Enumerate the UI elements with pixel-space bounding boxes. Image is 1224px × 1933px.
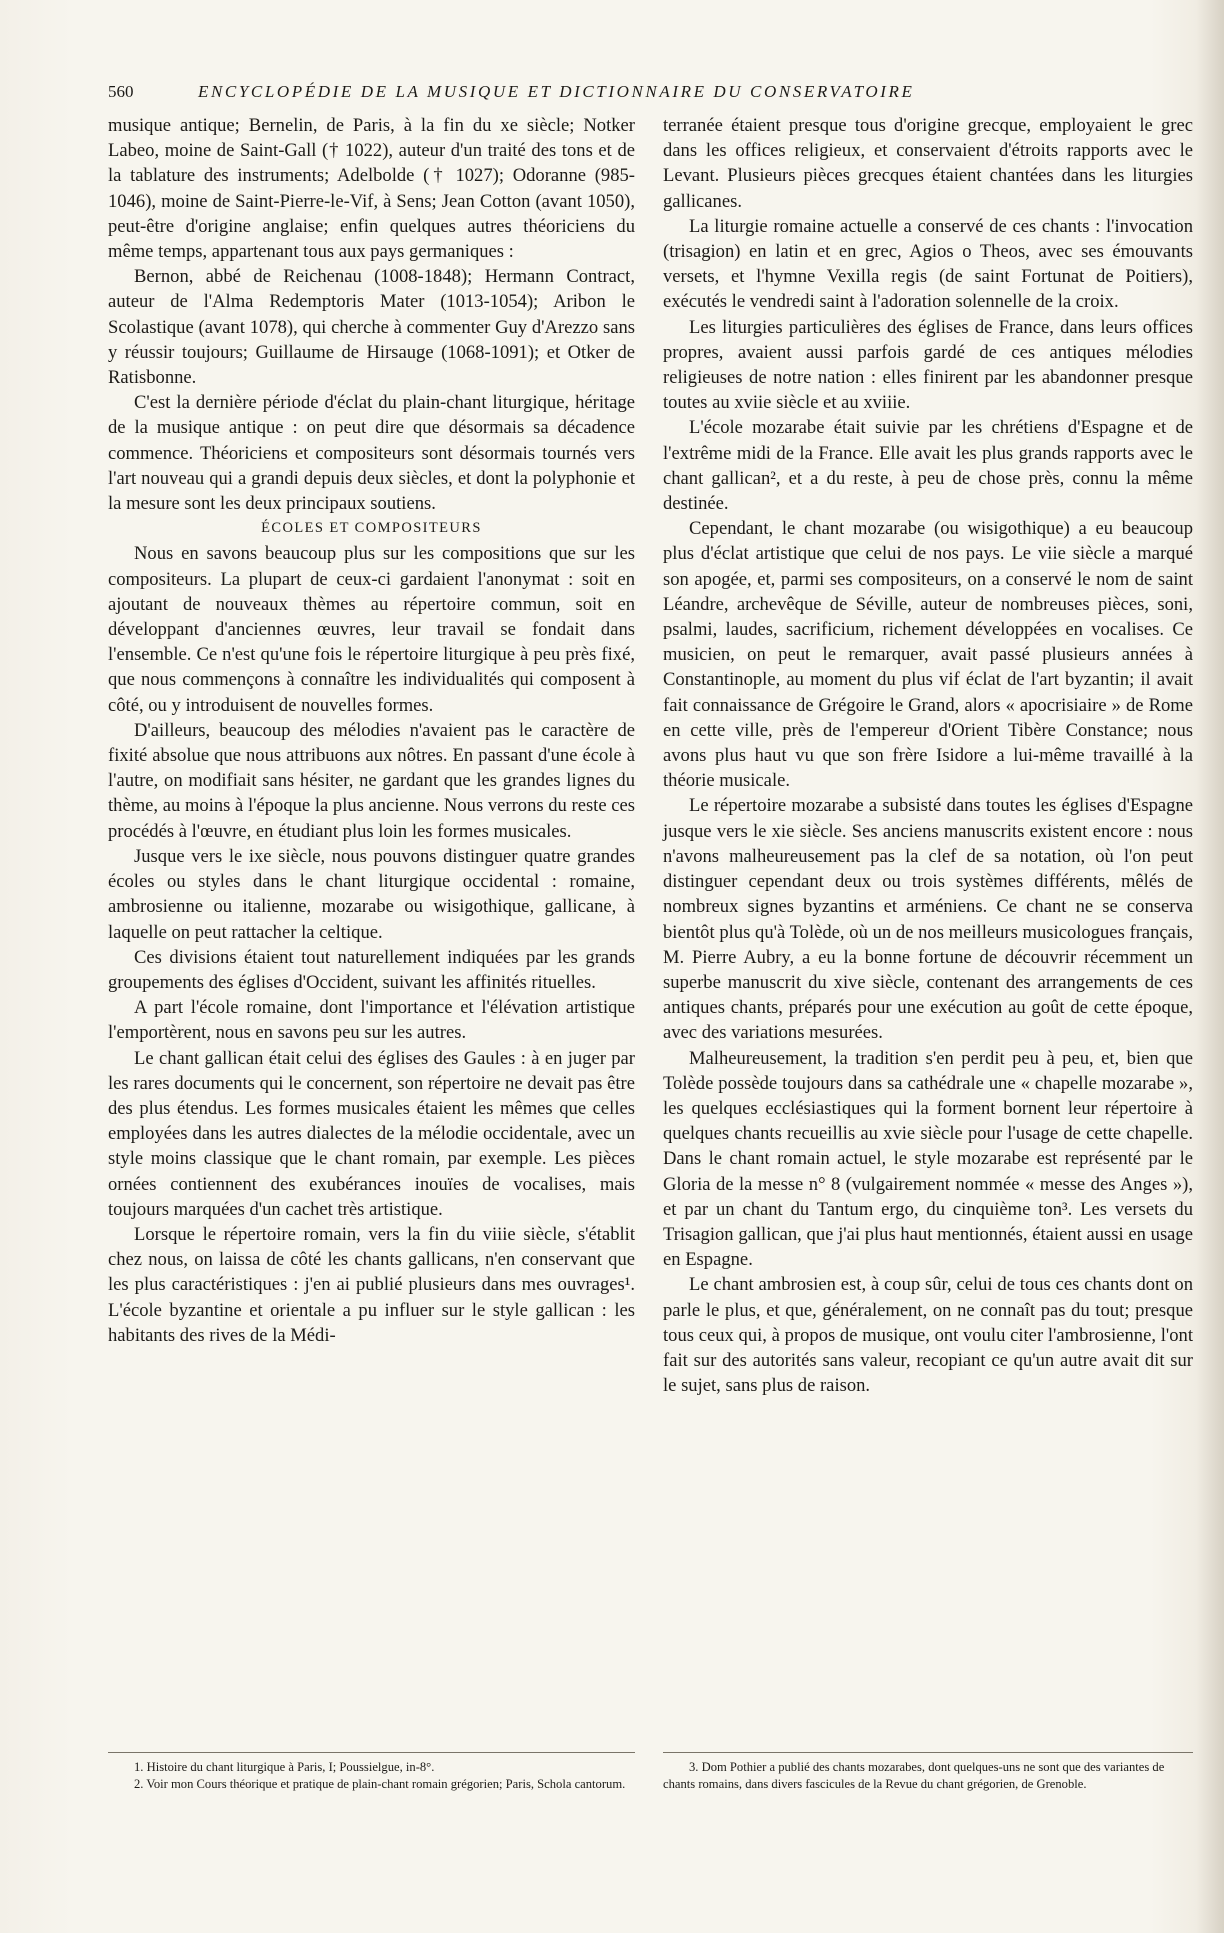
- left-column: [108, 113, 635, 1348]
- paragraph: A part l'école romaine, dont l'importance et l'élévation artistique l'emportèrent, nous en savons peu sur les autres.: [108, 997, 635, 1044]
- paragraph: La liturgie romaine actuelle a conservé de ces chants : l'invocation (trisagion) en latin et en grec, Agios o Theos, avec ses émouvants versets, et l'hymne Vexilla regis (de saint Fortunat de Poitiers), exécutés le vendredi saint à l'adoration solennelle de la croix.: [663, 215, 1193, 313]
- paragraph: Cependant, le chant mozarabe (ou wisigothique) a eu beaucoup plus d'éclat artistique que celui de nos pays. Le viie siècle a marqué son apogée, et, parmi ses compositeurs, on a conservé le nom de saint Léandre, archevêque de Séville, auteur de nombreuses pièces, soni, psalmi, laudes, sacrificium, richement développées en vocalises. Ce musicien, on peut le remarquer, avait passé plusieurs années à Constantinople, au moment du plus vif éclat de l'art byzantin; il avait fait connaissance de Grégoire le Grand, alors « apocrisiaire » de Rome en cette ville, près de l'empereur d'Orient Tibère Constance; nous avons plus haut vu que son frère Isidore a lui-même travaillé à la théorie musicale.: [663, 518, 1193, 792]
- running-title: ENCYCLOPÉDIE DE LA MUSIQUE ET DICTIONNAIRE DU CONSERVATOIRE: [198, 82, 915, 101]
- paragraph: terranée étaient presque tous d'origine grecque, employaient le grec dans les offices religieux, et conservaient d'étroits rapports avec le Levant. Plusieurs pièces grecques étaient chantées dans les liturgies gallicanes.: [663, 115, 1193, 212]
- paragraph: Jusque vers le ixe siècle, nous pouvons distinguer quatre grandes écoles ou styles dans le chant liturgique occidental : romaine, ambrosienne ou italienne, mozarabe ou wisigothique, gallicane, à laquelle on peut rattacher la celtique.: [108, 845, 635, 943]
- paragraph: C'est la dernière période d'éclat du plain-chant liturgique, héritage de la musique antique : on peut dire que désormais sa décadence commence. Théoriciens et compositeurs sont désormais tournés vers l'art nouveau qui a grandi depuis deux siècles, et dont la polyphonie et la mesure sont les deux principaux soutiens.: [108, 392, 635, 515]
- page-header: [108, 82, 1078, 112]
- right-column: [663, 113, 1193, 1398]
- paragraph: Ces divisions étaient tout naturellement indiquées par les grands groupements des églises d'Occident, suivant les affinités rituelles.: [108, 946, 635, 993]
- page-edge-shadow: [1196, 0, 1224, 1933]
- paragraph: Le chant ambrosien est, à coup sûr, celui de tous ces chants dont on parle le plus, et que, généralement, on ne connaît pas du tout; presque tous ceux qui, à propos de musique, ont voulu citer l'ambrosienne, l'ont fait sur des autorités sans valeur, recopiant ce qu'un autre avait dit sur le sujet, sans plus de raison.: [663, 1274, 1193, 1397]
- paragraph: L'école mozarabe était suivie par les chrétiens d'Espagne et de l'extrême midi de la France. Elle avait les plus grands rapports avec le chant gallican², et a du reste, à peu de chose près, connu la même destinée.: [663, 417, 1193, 515]
- paragraph: Malheureusement, la tradition s'en perdit peu à peu, et, bien que Tolède possède toujours dans sa cathédrale une « chapelle mozarabe », les quelques ecclésiastiques qui la forment bornent leur répertoire à quelques chants recueillis au xvie siècle pour l'usage de cette chapelle. Dans le chant romain actuel, le style mozarabe est représenté par le Gloria de la messe n° 8 (vulgairement nommée « messe des Anges »), et par un chant du Tantum ergo, du cinquième ton³. Les versets du Trisagion gallican, que j'ai plus haut mentionnés, étaient aussi en usage en Espagne.: [663, 1047, 1193, 1271]
- section-heading: ÉCOLES ET COMPOSITEURS: [261, 520, 482, 537]
- footnotes-right: [663, 1752, 1193, 1793]
- footnote: 3. Dom Pothier a publié des chants mozarabes, dont quelques-uns ne sont que des variantes de chants romains, dans divers fascicules de la Revue du chant grégorien, de Grenoble.: [663, 1760, 1165, 1791]
- footnotes-left: [108, 1752, 635, 1793]
- paragraph: musique antique; Bernelin, de Paris, à la fin du xe siècle; Notker Labeo, moine de Saint-Gall († 1022), auteur d'un traité des tons et de la tablature des instruments; Adelbolde († 1027); Odoranne (985-1046), moine de Saint-Pierre-le-Vif, à Sens; Jean Cotton (avant 1050), peut-être d'origine anglaise; enfin quelques autres théoriciens du même temps, appartenant tous aux pays germaniques :: [108, 115, 635, 263]
- paragraph: Nous en savons beaucoup plus sur les compositions que sur les compositeurs. La plupart de ceux-ci gardaient l'anonymat : soit en ajoutant de nouveaux thèmes au répertoire commun, soit en développant d'anciennes œuvres, leur travail se fondait dans l'ensemble. Ce n'est qu'une fois le répertoire liturgique à peu près fixé, que nous commençons à connaître les individualités qui composent à côté, ou y introduisent de nouvelles formes.: [108, 543, 635, 716]
- paragraph: D'ailleurs, beaucoup des mélodies n'avaient pas le caractère de fixité absolue que nous attribuons aux nôtres. En passant d'une école à l'autre, on modifiait sans hésiter, ne gardant que les grandes lignes du thème, au moins à l'époque la plus ancienne. Nous verrons du reste ces procédés à l'œuvre, en étudiant plus loin les formes musicales.: [108, 719, 635, 842]
- footnote: 1. Histoire du chant liturgique à Paris, I; Poussielgue, in-8°.: [134, 1760, 435, 1774]
- page-number: 560: [108, 82, 134, 101]
- paragraph: Le chant gallican était celui des églises des Gaules : à en juger par les rares documents qui le concernent, son répertoire ne devait pas être des plus étendus. Les formes musicales étaient les mêmes que celles employées dans les autres dialectes de la mélodie occidentale, avec un style moins classique que le chant romain, par exemple. Les pièces ornées contiennent des exubérances inouïes de vocalises, mais toujours marquées d'un cachet très artistique.: [108, 1047, 635, 1220]
- footnote: 2. Voir mon Cours théorique et pratique de plain-chant romain grégorien; Paris, Schola cantorum.: [134, 1777, 626, 1791]
- paragraph: Bernon, abbé de Reichenau (1008-1848); Hermann Contract, auteur de l'Alma Redemptoris Mater (1013-1054); Aribon le Scolastique (avant 1078), qui cherche à commenter Guy d'Arezzo sans y réussir toujours; Guillaume de Hirsauge (1068-1091); et Otker de Ratisbonne.: [108, 266, 635, 389]
- paragraph: Les liturgies particulières des églises de France, dans leurs offices propres, avaient aussi parfois gardé de ces antiques mélodies religieuses de notre nation : elles finirent par les abandonner presque toutes au xviie siècle et au xviiie.: [663, 316, 1193, 414]
- paragraph: Lorsque le répertoire romain, vers la fin du viiie siècle, s'établit chez nous, on laissa de côté les chants gallicans, n'en conservant que les plus caractéristiques : j'en ai publié plusieurs dans mes ouvrages¹. L'école byzantine et orientale a pu influer sur le style gallican : les habitants des rives de la Médi-: [108, 1223, 635, 1346]
- paragraph: Le répertoire mozarabe a subsisté dans toutes les églises d'Espagne jusque vers le xie siècle. Ses anciens manuscrits existent encore : nous n'avons malheureusement pas la clef de sa notation, où l'on peut distinguer cependant deux ou trois systèmes différents, mêlés de nombreux signes byzantins et arméniens. Ce chant ne se conserva bientôt plus qu'à Tolède, où un de nos meilleurs musicologues français, M. Pierre Aubry, a eu la bonne fortune de découvrir récemment un superbe manuscrit du xive siècle, contenant des arrangements de ces antiques chants, préparés pour une exécution au goût de cette époque, avec des variations mesurées.: [663, 795, 1193, 1044]
